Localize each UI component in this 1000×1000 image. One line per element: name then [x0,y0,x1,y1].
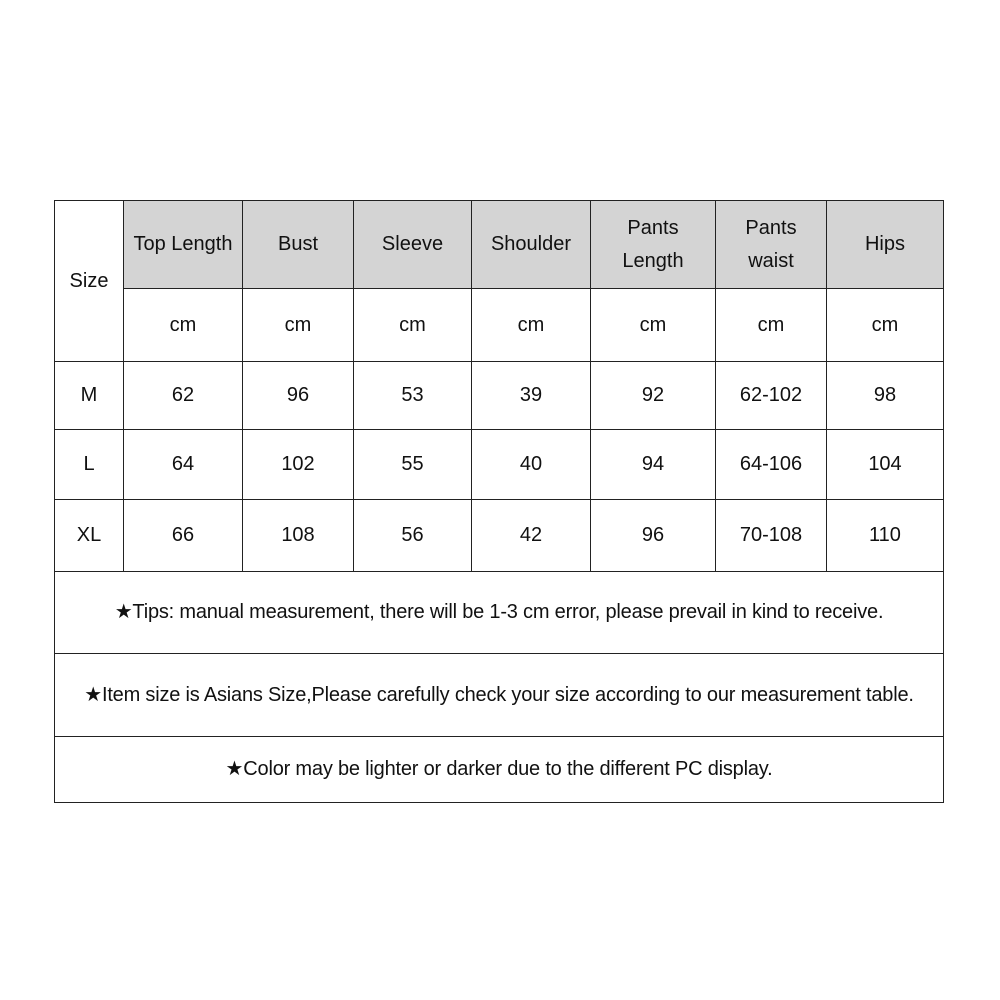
value-cell: 98 [827,362,944,430]
header-sleeve: Sleeve [354,201,472,289]
value-cell: 62 [124,362,243,430]
value-cell: 92 [591,362,716,430]
value-cell: 102 [243,430,354,500]
header-top-length: Top Length [124,201,243,289]
size-cell: L [55,430,124,500]
unit-cell: cm [472,289,591,362]
asian-size-note: ★Item size is Asians Size,Please carefully check your size according to our measurement table. [55,654,944,737]
value-cell: 64-106 [716,430,827,500]
value-cell: 42 [472,500,591,572]
size-cell: M [55,362,124,430]
tips-note: ★Tips: manual measurement, there will be 1-3 cm error, please prevail in kind to receive. [55,572,944,654]
header-shoulder: Shoulder [472,201,591,289]
note-row [55,737,944,803]
value-cell: 53 [354,362,472,430]
value-cell: 94 [591,430,716,500]
size-cell: XL [55,500,124,572]
value-cell: 96 [591,500,716,572]
value-cell: 62-102 [716,362,827,430]
value-cell: 40 [472,430,591,500]
size-chart-table [54,200,944,803]
unit-cell: cm [354,289,472,362]
header-hips: Hips [827,201,944,289]
table-row [55,430,944,500]
units-row [55,289,944,362]
value-cell: 39 [472,362,591,430]
star-icon: ★ [225,758,244,780]
note-row [55,572,944,654]
unit-cell: cm [591,289,716,362]
value-cell: 96 [243,362,354,430]
value-cell: 110 [827,500,944,572]
value-cell: 56 [354,500,472,572]
note-row [55,654,944,737]
header-row [55,201,944,289]
header-pants-waist: Pants waist [716,201,827,289]
unit-cell: cm [827,289,944,362]
value-cell: 64 [124,430,243,500]
value-cell: 108 [243,500,354,572]
size-column-header: Size [55,201,124,362]
star-icon: ★ [84,683,102,706]
unit-cell: cm [716,289,827,362]
value-cell: 104 [827,430,944,500]
header-pants-length: Pants Length [591,201,716,289]
table-row [55,500,944,572]
value-cell: 55 [354,430,472,500]
color-note: ★Color may be lighter or darker due to the different PC display. [55,737,944,803]
value-cell: 66 [124,500,243,572]
unit-cell: cm [124,289,243,362]
star-icon: ★ [114,601,133,623]
table-row [55,362,944,430]
unit-cell: cm [243,289,354,362]
header-bust: Bust [243,201,354,289]
value-cell: 70-108 [716,500,827,572]
